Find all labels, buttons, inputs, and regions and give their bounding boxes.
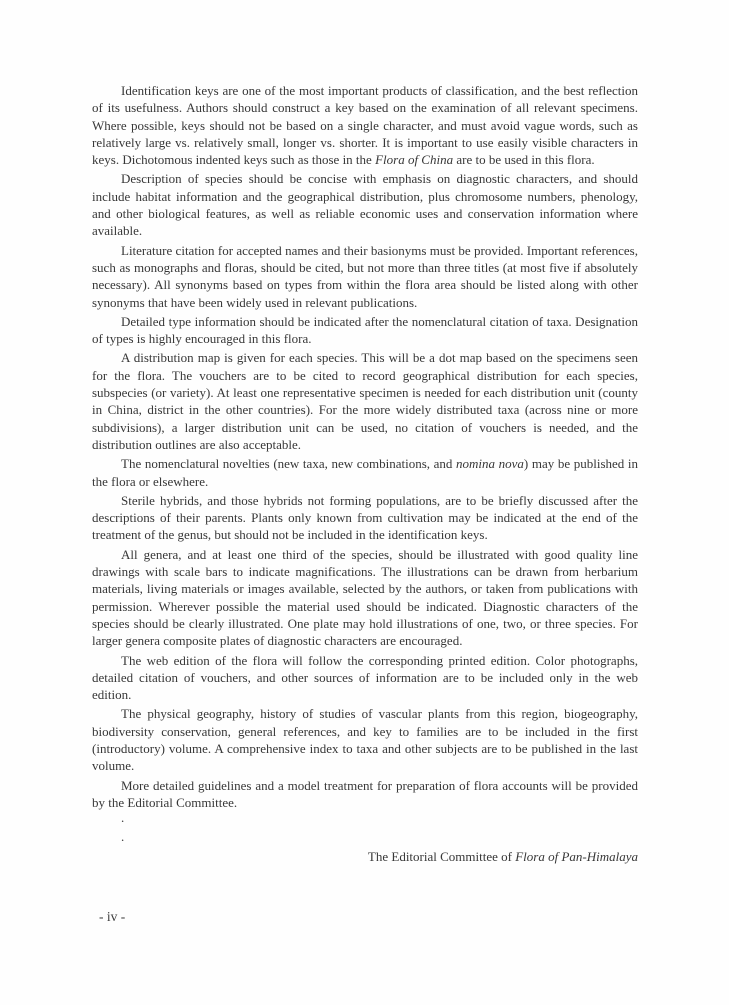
- body-text: More detailed guidelines and a model treatment for preparation of flora accounts will be provided by the Editorial Committee.: [92, 777, 638, 810]
- body-text: Detailed type information should be indicated after the nomenclatural citation of taxa. Designation of types is highly encouraged in this flora.: [92, 313, 638, 347]
- dot-line: [92, 828, 638, 845]
- body-text: The physical geography, history of studies of vascular plants from this region, biogeography, biodiversity conservation, general references, and key to families are to be included in the first (introductory) volume. A comprehensive index to taxa and other subjects are to be published in the last volume.: [92, 706, 638, 774]
- body-text: Literature citation for accepted names and their basionyms must be provided. Important references, such as monographs and floras, should be cited, but not more than three titles (at most five if absolutely necessary). All synonyms based on types from within the flora area should be listed along with other synonyms that have been widely used in relevant publications.: [92, 242, 638, 310]
- body-text: .: [121, 829, 125, 845]
- paragraph: [92, 349, 638, 453]
- paragraph: [92, 546, 638, 650]
- paragraph: [92, 242, 638, 311]
- paragraph: [92, 652, 638, 704]
- body-text: A distribution map is given for each species. This will be a dot map based on the specimens seen for the flora. The vouchers are to be cited to record geographical distribution for each species, subspecies (or variety). At least one representative specimen is needed for each distribution unit (county in China, district in the other countries). For the more widely distributed taxa (across nine or more subdivisions), a larger distribution unit can be used, no citation of vouchers is needed, and the distribution outlines are also acceptable.: [92, 350, 638, 452]
- dot-line: [92, 809, 638, 826]
- body-text: The nomenclatural novelties (new taxa, new combinations, and: [121, 456, 457, 472]
- italic-text: nomina nova: [456, 456, 524, 472]
- body-text: Description of species should be concise with emphasis on diagnostic characters, and should include habitat information and the geographical distribution, plus chromosome numbers, phenology, and other biological features, as well as reliable economic uses and conservation information where available.: [92, 171, 638, 239]
- body-text: Identification keys are one of the most important products of classification, and the best reflection of its usefulness. Authors should construct a key based on the examination of all relevant specimens. Where possible, keys should not be based on a single character, and must avoid vague words, such as relatively large vs. relatively small, longer vs. shorter. It is important to use easily visible characters in keys. Dichotomous indented keys such as those in the: [92, 83, 638, 168]
- body-text: Sterile hybrids, and those hybrids not forming populations, are to be briefly discussed after the descriptions of their parents. Plants only known from cultivation may be indicated at the end of the treatment of the genus, but should not be included in the identification keys.: [92, 492, 638, 543]
- paragraph: [92, 705, 638, 774]
- paragraph: [92, 313, 638, 348]
- paragraph: [92, 492, 638, 544]
- signature-line: [92, 848, 638, 865]
- paragraph: [92, 455, 638, 490]
- body-text: The web edition of the flora will follow the corresponding printed edition. Color photographs, detailed citation of vouchers, and other sources of information are to be included only in the web edition.: [92, 652, 638, 703]
- body-text: are to be used in this flora.: [453, 152, 595, 168]
- body-text: All genera, and at least one third of the species, should be illustrated with good quality line drawings with scale bars to indicate magnifications. The illustrations can be drawn from herbarium materials, living materials or images available, selected by the authors, or taken from publications with permission. Wherever possible the material used should be indicated. Diagnostic characters of the species should be clearly illustrated. One plate may hold illustrations of one, two, or three species. For larger genera composite plates of diagnostic characters are encouraged.: [92, 546, 638, 649]
- body-text: .: [121, 810, 125, 826]
- page-number: - iv -: [99, 909, 126, 924]
- body-text: ) may be published in the flora or elsewhere.: [92, 456, 638, 489]
- document-body: [92, 82, 638, 867]
- paragraph: [92, 82, 638, 168]
- paragraph: [92, 170, 638, 239]
- italic-text: Flora of Pan-Himalaya: [515, 848, 638, 864]
- body-text: The Editorial Committee of: [367, 848, 516, 864]
- paragraph: [92, 777, 638, 812]
- italic-text: Flora of China: [375, 152, 454, 168]
